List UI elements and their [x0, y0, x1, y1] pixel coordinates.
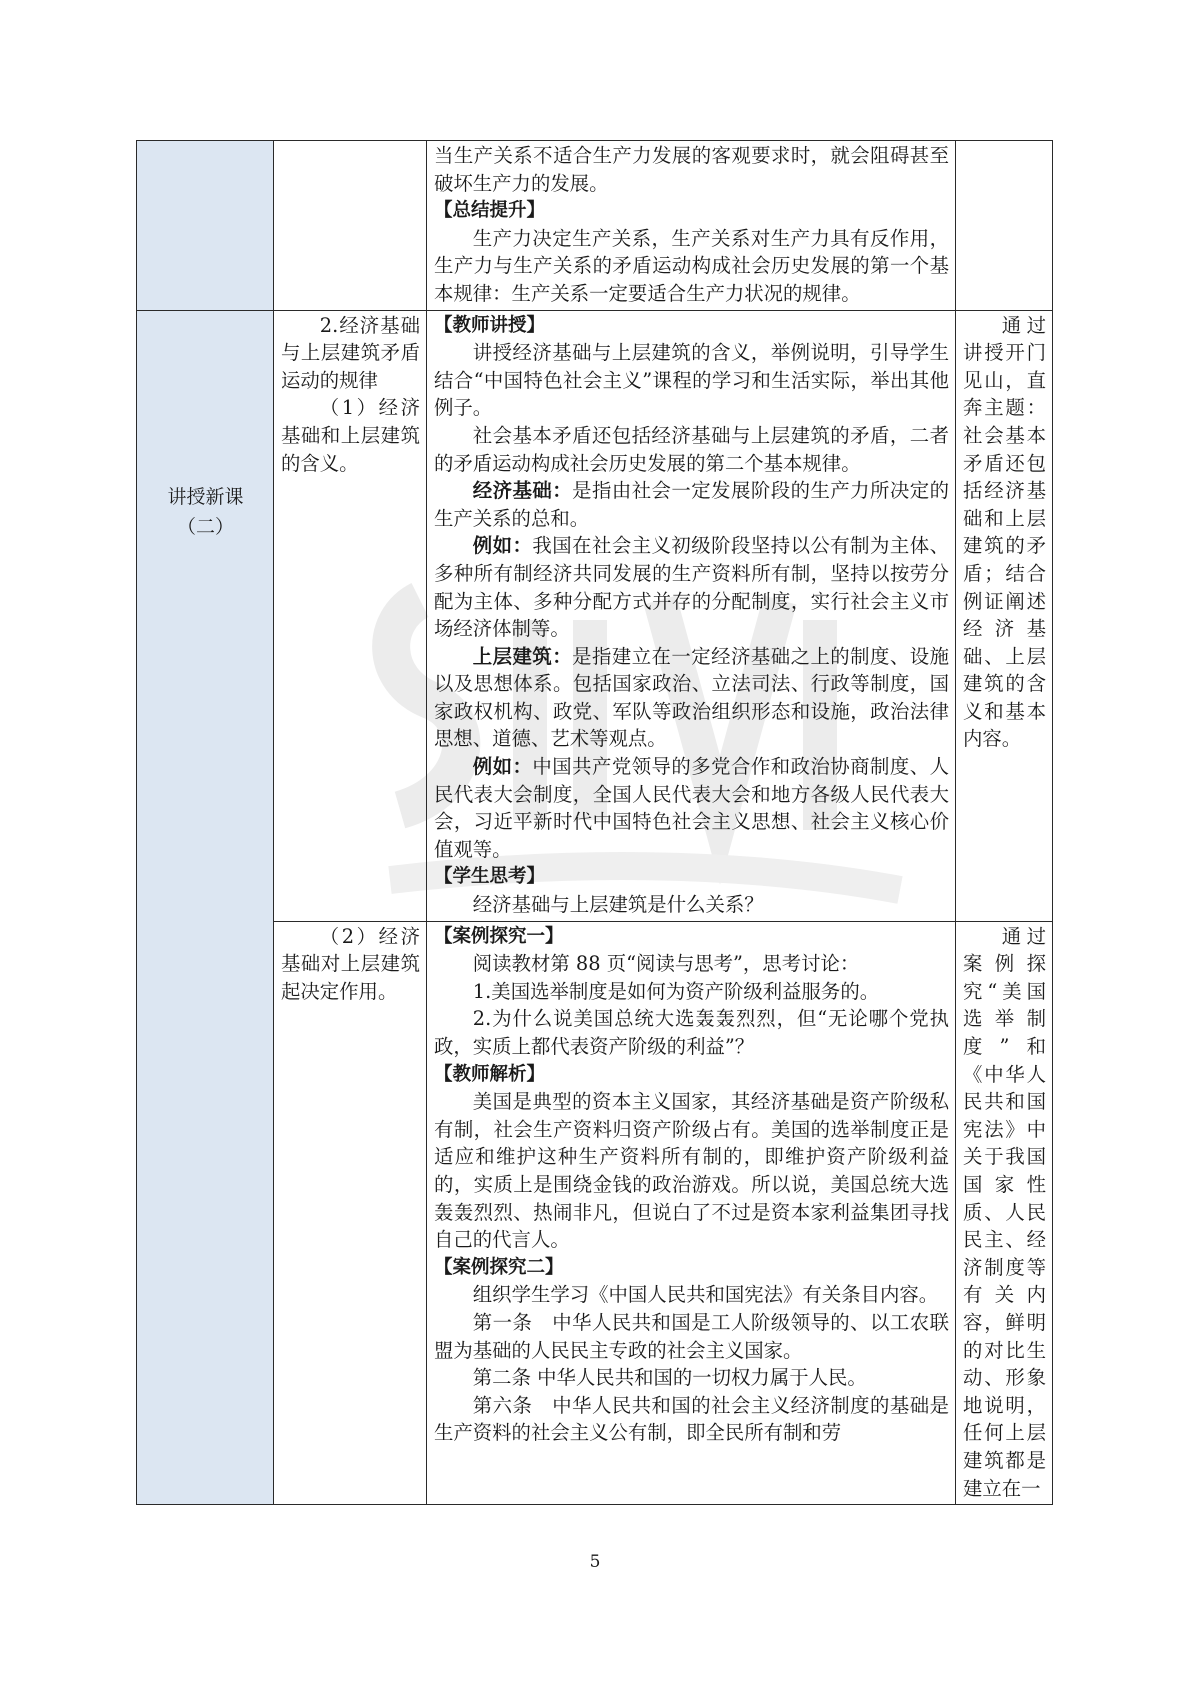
term-definition: 是指由社会一定发展阶段的生产力所决定的生产关系的总和。: [434, 479, 950, 530]
stage-cell-top: [137, 141, 274, 311]
example-text: 中国共产党领导的多党合作和政治协商制度、人民代表大会制度，全国人民代表大会和地方各级人民代表大会，习近平新时代中国特色社会主义思想、社会主义核心价值观等。: [434, 755, 950, 861]
page-number: 5: [589, 1552, 601, 1572]
example-text: 我国在社会主义初级阶段坚持以公有制为主体、多种所有制经济共同发展的生产资料所有制，坚持以按劳分配为主体、多种分配方式并存的分配制度，实行社会主义市场经济体制等。: [434, 534, 950, 641]
term-label: 经济基础：: [472, 479, 573, 503]
term-definition: 是指建立在一定经济基础之上的制度、设施以及思想体系。包括国家政治、立法司法、行政等制度，国家政权机构、政党、军队等政治组织形态和设施，政治法律思想、道德、艺术等观点。: [434, 644, 950, 751]
topic-cell: [274, 141, 427, 311]
topic-title: 2.经济基础与上层建筑矛盾运动的规律: [281, 313, 420, 392]
content-paragraph: 经济基础与上层建筑是什么关系？: [472, 893, 764, 917]
note-cell: [956, 310, 1053, 921]
topic-subtitle: （1）经济基础和上层建筑的含义。: [281, 396, 420, 475]
content-paragraph: [434, 532, 949, 642]
section-heading: 【教师讲授】: [434, 314, 546, 336]
content-paragraph: 组织学生学习《中国人民共和国宪法》有关条目内容。: [472, 1283, 939, 1307]
example-label: 例如：: [472, 755, 533, 779]
content-paragraph: 1.美国选举制度是如何为资产阶级利益服务的。: [472, 979, 880, 1003]
topic-cell: [274, 921, 427, 1504]
topic-subtitle: （2）经济基础对上层建筑起决定作用。: [281, 924, 420, 1003]
section-heading: 【学生思考】: [434, 866, 546, 888]
content-cell: [427, 921, 956, 1504]
content-cell: [427, 141, 956, 311]
design-note: 通过案例探究“美国选举制度”和《中华人民共和国宪法》中关于我国国家性质、人民民主、经济制度等有关内容，鲜明的对比生动、形象地说明，任何上层建筑都是建立在一: [963, 924, 1046, 1500]
term-label: 上层建筑：: [472, 644, 573, 668]
topic-cell: [274, 310, 427, 921]
content-paragraph: 第二条 中华人民共和国的一切权力属于人民。: [472, 1366, 867, 1390]
content-cell: [427, 310, 956, 921]
section-heading: 【总结提升】: [434, 200, 546, 222]
stage-label-line: 讲授新课: [167, 485, 244, 508]
stage-label: [144, 482, 267, 542]
content-paragraph: 美国是典型的资本主义国家，其经济基础是资产阶级私有制，社会生产资料归资产阶级占有。美国的选举制度正是适应和维护这种生产资料所有制的，即维护资产阶级利益的，实质上是围绕金钱的政治游戏。所以说，美国总统大选轰轰烈烈、热闹非凡，但说白了不过是资本家利益集团寻找自己的代言人。: [434, 1090, 949, 1252]
example-label: 例如：: [472, 534, 533, 558]
stage-cell: [137, 310, 274, 1505]
content-paragraph: [434, 753, 949, 863]
content-paragraph: 第六条 中华人民共和国的社会主义经济制度的基础是生产资料的社会主义公有制，即全民所有制和劳: [434, 1393, 949, 1445]
table-row: [137, 310, 1053, 921]
content-paragraph: 讲授经济基础与上层建筑的含义，举例说明，引导学生结合“中国特色社会主义”课程的学习和生活实际，举出其他例子。: [434, 341, 949, 420]
section-heading: 【案例探究一】: [434, 925, 564, 947]
content-paragraph: 当生产关系不适合生产力发展的客观要求时，就会阻碍甚至破坏生产力的发展。: [434, 144, 949, 195]
content-paragraph: 2.为什么说美国总统大选轰轰烈烈，但“无论哪个党执政，实质上都代表资产阶级的利益”？: [434, 1007, 949, 1058]
table-row: [137, 921, 1053, 1504]
note-cell: [956, 141, 1053, 311]
stage-label-line: （二）: [176, 515, 234, 538]
content-paragraph: 社会基本矛盾还包括经济基础与上层建筑的矛盾，二者的矛盾运动构成社会历史发展的第二个基本规律。: [434, 423, 949, 475]
content-paragraph: 生产力决定生产关系，生产关系对生产力具有反作用，生产力与生产关系的矛盾运动构成社会历史发展的第一个基本规律：生产关系一定要适合生产力状况的规律。: [434, 226, 949, 305]
content-paragraph: 阅读教材第 88 页“阅读与思考”，思考讨论：: [472, 952, 860, 976]
lesson-plan-table: [136, 140, 1053, 1505]
content-paragraph: 第一条 中华人民共和国是工人阶级领导的、以工农联盟为基础的人民民主专政的社会主义国家。: [434, 1310, 949, 1362]
note-cell: [956, 921, 1053, 1504]
table-row: [137, 141, 1053, 311]
design-note: 通过讲授开门见山，直奔主题：社会基本矛盾还包括经济基础和上层建筑的矛盾；结合例证阐述经济基础、上层建筑的含义和基本内容。: [963, 313, 1046, 751]
content-paragraph: [434, 643, 949, 753]
section-heading: 【案例探究二】: [434, 1256, 564, 1278]
content-paragraph: [434, 477, 949, 532]
section-heading: 【教师解析】: [434, 1063, 546, 1085]
